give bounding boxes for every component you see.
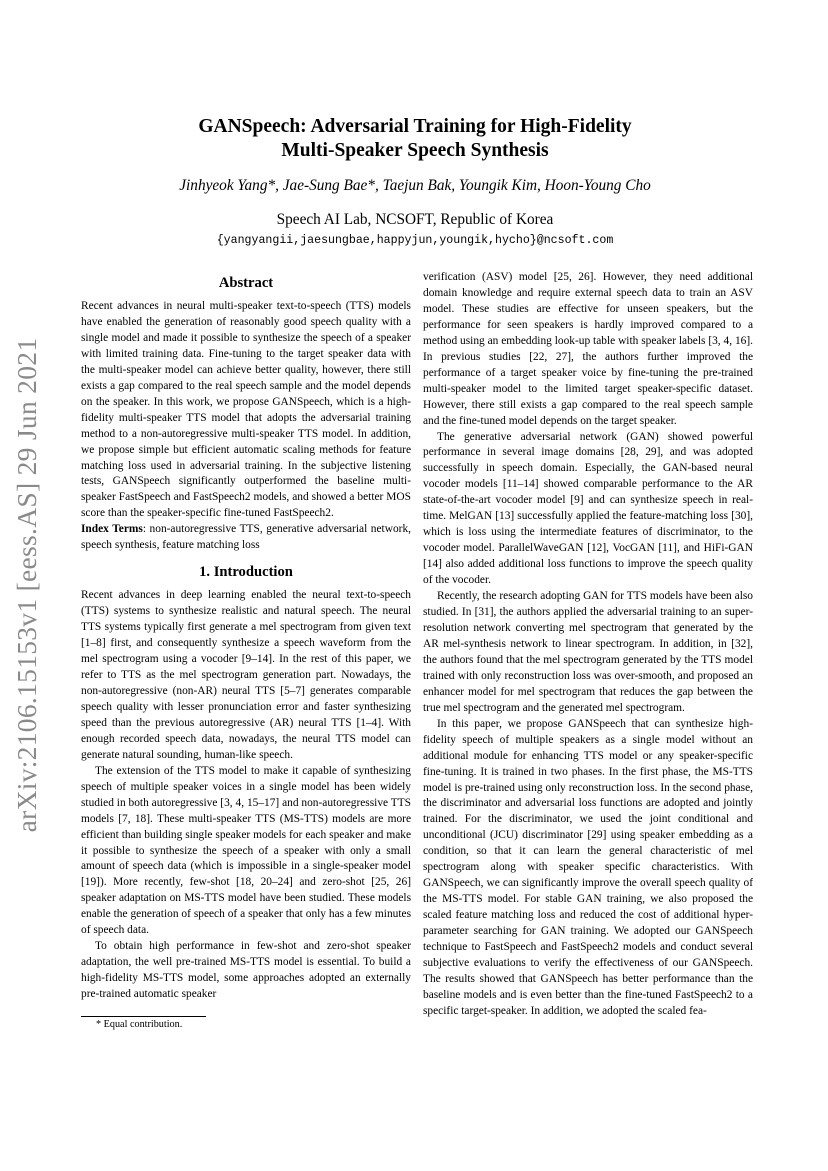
author-list: Jinhyeok Yang*, Jae-Sung Bae*, Taejun Bak, Youngik Kim, Hoon-Young Cho (179, 177, 651, 194)
right-paragraph-4: In this paper, we propose GANSpeech that can synthesize high-fidelity speech of multiple speakers as a single model without an additional module for enhancing TTS model or any speaker-specific fine-tuning. It is trained in two phases. In the first phase, the MS-TTS model is pre-trained using only reconstruction loss. In the second phase, the discriminator and adversarial loss functions are adopted and jointly trained. For the discriminator, we used the joint conditional and unconditional (JCU) discriminator [29] using speaker embedding as a condition, so that it can learn the general characteristic of mel spectrogram along with speaker specific characteristics. With GANSpeech, we can significantly improve the overall speech quality of the MS-TTS model. For stable GAN training, we also proposed the scaled feature matching loss and reduced the cost of additional hyper-parameter searching for GAN training. We adopted our GANSpeech technique to FastSpeech and FastSpeech2 models and conduct several subjective evaluations to verify the effectiveness of our GANSpeech. The results showed that GANSpeech has better performance than the baseline models and is even better than the fine-tuned FastSpeech2 to a specific target-speaker. In addition, we adopted the scaled fea- (423, 717, 753, 1017)
right-paragraph-2: The generative adversarial network (GAN) showed powerful performance in several image domains [28, 29], and was adopted successfully in speech domain. Especially, the GAN-based neural vocoder models [11–14] showed comparable performance to the AR state-of-the-art vocoder model [9] and can synthesize speech in real-time. MelGAN [13] successfully applied the feature-matching loss [30], which is loss using the intermediate features of discriminator, to the vocoder model. ParallelWaveGAN [12], VocGAN [11], and HiFi-GAN [14] also added additional loss functions to improve the speech quality of the vocoder. (423, 430, 753, 587)
footnote-divider (81, 1016, 206, 1017)
title-line-1: GANSpeech: Adversarial Training for High-Fidelity (198, 116, 632, 137)
intro-paragraph-3: To obtain high performance in few-shot and zero-shot speaker adaptation, the well pre-trained MS-TTS model is essential. To build a high-fidelity MS-TTS model, some approaches adopted an externally pre-trained automatic speaker (81, 940, 411, 1001)
intro-paragraph-2: The extension of the TTS model to make it capable of synthesizing speech of multiple speaker voices in a single model has been widely studied in both autoregressive [3, 4, 15–17] and non-autoregressive TTS models [7, 18]. These multi-speaker TTS (MS-TTS) models are more efficient than building single speaker models for each speaker and make it possible to synthesize the speech of a speaker with only a small amount of speech data (which is impossible in a single-speaker model [19]). More recently, few-shot [18, 20–24] and zero-shot [25, 26] speaker adaptation on MS-TTS model have been studied. These models enable the generation of speech of a speaker that only has a few minutes of speech data. (81, 764, 411, 937)
introduction-heading: 1. Introduction (199, 564, 293, 581)
abstract-heading: Abstract (218, 275, 274, 291)
footnote: * Equal contribution. (96, 1019, 183, 1030)
index-terms (81, 522, 411, 554)
right-paragraph-3: Recently, the research adopting GAN for TTS models have been also studied. In [31], the authors applied the adversarial training to an super-resolution network converting mel spectrogram that generated by the AR mel-synthesis network to linear spectrogram. In addition, in [32], the authors found that the mel spectrogram generated by the TTS model trained with only reconstruction loss was over-smooth, and proposed an enhancer model for mel spectrogram that reduces the gap between the true mel spectrogram and the generated mel spectrogram. (423, 590, 753, 714)
affiliation: Speech AI Lab, NCSOFT, Republic of Korea (276, 211, 554, 228)
arxiv-side-stamp: arXiv:2106.15153v1 [eess.AS] 29 Jun 2021 (11, 337, 42, 833)
paper-title (80, 115, 750, 163)
right-column (423, 270, 753, 1020)
right-paragraph-1: verification (ASV) model [25, 26]. However, they need additional domain knowledge and require external speech data to train an ASV model. These studies are effective for unseen speakers, but the performance for seen speakers is hardly improved compared to a method using an embedding look-up table with speaker labels [3, 4, 16]. In previous studies [22, 27], the authors further improved the performance of a target speaker voice by fine-tuning the pre-trained multi-speaker model to the limited target speaker-specific dataset. However, there still exists a gap compared to the real speech sample and the fine-tuned model depends on the target speaker. (423, 271, 753, 427)
intro-paragraph-1: Recent advances in deep learning enabled the neural text-to-speech (TTS) systems to synthesize realistic and natural speech. The neural TTS systems typically first generate a mel spectrogram from given text [1–8] first, and consequently synthesize a speech waveform from the mel spectrogram using a vocoder [9–14]. In the rest of this paper, we refer to TTS as the mel spectrogram generation part. Nowadays, the non-autoregressive (non-AR) neural TTS [5–7] generates comparable speech quality with lesser pronunciation error and faster synthesizing speed than the previous autoregressive (AR) neural TTS [1–4]. With enough recorded speech data, nowadays, the neural TTS model can generate natural sounding, human-like speech. (81, 589, 411, 761)
abstract-text: Recent advances in neural multi-speaker text-to-speech (TTS) models have enabled the generation of reasonably good speech quality with a single model and made it possible to synthesize the speech of a speaker with limited training data. Fine-tuning to the target speaker data with the multi-speaker model can achieve better quality, however, there still exists a gap compared to the real speech sample and the model depends on the speaker. In this work, we propose GANSpeech, which is a high-fidelity multi-speaker TTS model that adopts the adversarial training method to a non-autoregressive multi-speaker TTS model. In addition, we propose simple but efficient automatic scaling methods for feature matching loss used in adversarial training. In the subjective listening tests, GANSpeech significantly outperformed the baseline multi-speaker FastSpeech and FastSpeech2 models, and showed a better MOS score than the speaker-specific fine-tuned FastSpeech2. (81, 300, 411, 520)
index-terms-label: Index Terms (81, 523, 143, 536)
left-column (81, 270, 411, 1003)
index-terms-text: : non-autoregressive TTS, generative adversarial network, speech synthesis, feature matching loss (81, 523, 411, 552)
author-emails: {yangyangii,jaesungbae,happyjun,youngik,hycho}@ncsoft.com (216, 234, 614, 247)
title-line-2: Multi-Speaker Speech Synthesis (281, 140, 549, 161)
